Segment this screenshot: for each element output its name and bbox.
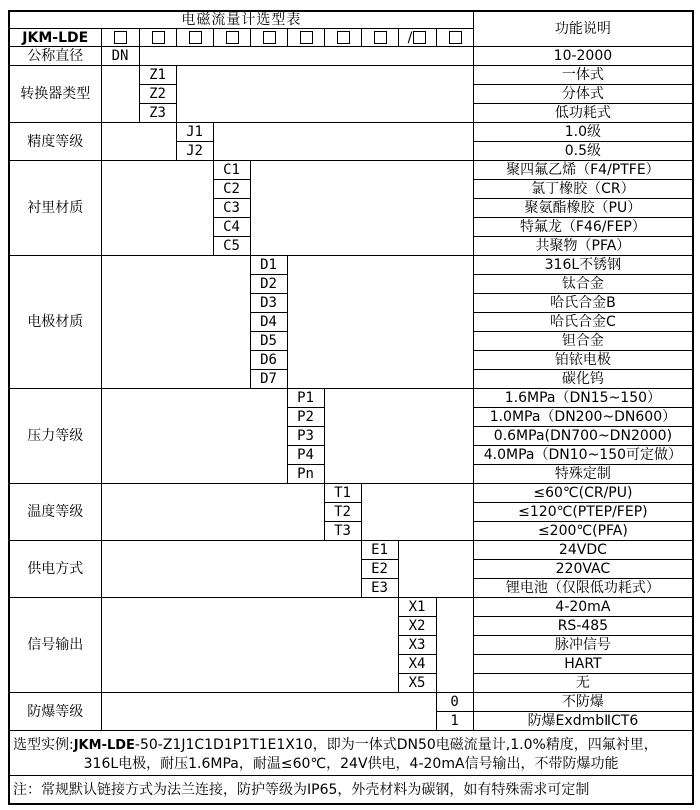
func-cell-E2: 220VAC — [473, 560, 693, 579]
code-cell-C2: C2 — [213, 180, 250, 199]
spacer-cell — [101, 256, 250, 389]
func-cell-C5: 共聚物（PFA） — [473, 237, 693, 256]
slash-text: / — [407, 29, 413, 46]
checkbox-icon — [189, 31, 202, 44]
spacer-cell — [213, 123, 473, 161]
func-cell-D7: 碳化钨 — [473, 370, 693, 389]
func-cell-D4: 哈氏合金C — [473, 313, 693, 332]
model-digit-cell — [324, 29, 361, 47]
example-line1 — [10, 735, 692, 754]
code-cell-X1: X1 — [398, 598, 436, 617]
example-model-code: JKM-LDE — [73, 737, 135, 753]
label-electrode-material: 电极材质 — [9, 256, 101, 389]
code-cell-J2: J2 — [176, 142, 213, 161]
code-cell-D2: D2 — [250, 275, 287, 294]
code-cell-C5: C5 — [213, 237, 250, 256]
label-power-supply: 供电方式 — [9, 541, 101, 598]
func-cell-0: 不防爆 — [473, 693, 693, 712]
func-cell-T1: ≤60℃(CR/PU) — [473, 484, 693, 503]
func-cell-C3: 聚氨酯橡胶（PU） — [473, 199, 693, 218]
code-cell-C4: C4 — [213, 218, 250, 237]
label-accuracy-class: 精度等级 — [9, 123, 101, 161]
code-cell-1: 1 — [436, 712, 473, 731]
code-cell-E2: E2 — [361, 560, 398, 579]
checkbox-icon — [263, 31, 276, 44]
label-converter-type: 转换器类型 — [9, 66, 101, 123]
model-digit-cell — [361, 29, 398, 47]
selection-table — [8, 10, 694, 805]
code-cell-X4: X4 — [398, 655, 436, 674]
func-cell-D6: 铂铱电极 — [473, 351, 693, 370]
code-cell-J1: J1 — [176, 123, 213, 142]
label-lining-material: 衬里材质 — [9, 161, 101, 256]
func-cell-Z3: 低功耗式 — [473, 104, 693, 123]
spacer-cell — [101, 693, 436, 731]
spacer-cell — [398, 541, 473, 598]
spacer-cell — [176, 66, 473, 123]
selection-example — [9, 731, 693, 776]
func-cell-C2: 氯丁橡胶（CR） — [473, 180, 693, 199]
code-cell-C3: C3 — [213, 199, 250, 218]
label-pressure-rating: 压力等级 — [9, 389, 101, 484]
code-cell-D4: D4 — [250, 313, 287, 332]
code-cell-T3: T3 — [324, 522, 361, 541]
code-cell-Z2: Z2 — [139, 85, 176, 104]
spacer-cell — [250, 161, 473, 256]
code-cell-D1: D1 — [250, 256, 287, 275]
code-cell-E3: E3 — [361, 579, 398, 598]
checkbox-icon — [152, 31, 165, 44]
model-digit-cell — [398, 29, 436, 47]
model-digit-cell — [250, 29, 287, 47]
spacer-cell — [101, 598, 398, 693]
note-text: 注：常规默认链接方式为法兰连接，防护等级为IP65，外壳材料为碳钢，如有特殊需求可定制 — [13, 781, 590, 798]
spacer-cell — [101, 484, 324, 541]
spacer-cell — [139, 47, 473, 66]
label-explosion-proof: 防爆等级 — [9, 693, 101, 731]
checkbox-icon — [449, 31, 462, 44]
code-cell-D6: D6 — [250, 351, 287, 370]
func-cell-D1: 316L不锈钢 — [473, 256, 693, 275]
func-cell-X5: 无 — [473, 674, 693, 693]
code-cell-DN: DN — [101, 47, 139, 66]
function-column-header: 功能说明 — [473, 11, 693, 47]
spacer-cell — [361, 484, 473, 541]
code-cell-X3: X3 — [398, 636, 436, 655]
func-cell-X1: 4-20mA — [473, 598, 693, 617]
checkbox-icon — [374, 31, 387, 44]
model-prefix: JKM-LDE — [9, 29, 101, 47]
code-cell-Z3: Z3 — [139, 104, 176, 123]
code-cell-Pn: Pn — [287, 465, 324, 484]
default-note — [9, 776, 693, 805]
spacer-cell — [324, 389, 473, 484]
func-cell-Pn: 特殊定制 — [473, 465, 693, 484]
code-cell-D7: D7 — [250, 370, 287, 389]
func-cell-T2: ≤120℃(PTEP/FEP) — [473, 503, 693, 522]
model-digit-cell — [436, 29, 473, 47]
code-cell-P4: P4 — [287, 446, 324, 465]
func-cell-DN: 10-2000 — [473, 47, 693, 66]
func-cell-C4: 特氟龙（F46/FEP） — [473, 218, 693, 237]
checkbox-icon — [300, 31, 313, 44]
table-title: 电磁流量计选型表 — [9, 11, 473, 29]
func-cell-Z1: 一体式 — [473, 66, 693, 85]
code-cell-P2: P2 — [287, 408, 324, 427]
code-cell-T1: T1 — [324, 484, 361, 503]
func-cell-P1: 1.6MPa（DN15~150） — [473, 389, 693, 408]
func-cell-J2: 0.5级 — [473, 142, 693, 161]
spacer-cell — [101, 389, 287, 484]
func-cell-X3: 脉冲信号 — [473, 636, 693, 655]
spacer-cell — [101, 161, 213, 256]
func-cell-X2: RS-485 — [473, 617, 693, 636]
spacer-cell — [101, 541, 361, 598]
func-cell-D3: 哈氏合金B — [473, 294, 693, 313]
example-line2: 316L电极，耐压1.6MPa，耐温≤60℃，24V供电，4-20mA信号输出，不带防爆功能 — [83, 755, 619, 772]
model-digit-cell — [101, 29, 139, 47]
func-cell-1: 防爆ExdmbⅡCT6 — [473, 712, 693, 731]
label-nominal-diameter: 公称直径 — [9, 47, 101, 66]
func-cell-Z2: 分体式 — [473, 85, 693, 104]
example-line1-rest: -50-Z1J1C1D1P1T1E1X10，即为一体式DN50电磁流量计,1.0%精度，四氟衬里， — [134, 736, 658, 753]
func-cell-D2: 钛合金 — [473, 275, 693, 294]
code-cell-P3: P3 — [287, 427, 324, 446]
checkbox-icon — [413, 31, 426, 44]
spacer-cell — [436, 598, 473, 693]
func-cell-T3: ≤200℃(PFA) — [473, 522, 693, 541]
func-cell-J1: 1.0级 — [473, 123, 693, 142]
code-cell-X2: X2 — [398, 617, 436, 636]
spacer-cell — [101, 66, 139, 123]
code-cell-T2: T2 — [324, 503, 361, 522]
code-cell-Z1: Z1 — [139, 66, 176, 85]
code-cell-D3: D3 — [250, 294, 287, 313]
func-cell-P3: 0.6MPa(DN700~DN2000) — [473, 427, 693, 446]
checkbox-icon — [337, 31, 350, 44]
model-digit-cell — [176, 29, 213, 47]
label-temperature-rating: 温度等级 — [9, 484, 101, 541]
func-cell-P2: 1.0MPa（DN200~DN600） — [473, 408, 693, 427]
model-digit-cell — [213, 29, 250, 47]
code-cell-X5: X5 — [398, 674, 436, 693]
func-cell-P4: 4.0MPa（DN10~150可定做） — [473, 446, 693, 465]
checkbox-icon — [114, 31, 127, 44]
model-digit-cell — [287, 29, 324, 47]
func-cell-D5: 钽合金 — [473, 332, 693, 351]
func-cell-C1: 聚四氟乙烯（F4/PTFE） — [473, 161, 693, 180]
spacer-cell — [101, 123, 176, 161]
model-digit-cell — [139, 29, 176, 47]
func-cell-X4: HART — [473, 655, 693, 674]
code-cell-0: 0 — [436, 693, 473, 712]
code-cell-D5: D5 — [250, 332, 287, 351]
checkbox-icon — [226, 31, 239, 44]
func-cell-E3: 锂电池（仅限低功耗式） — [473, 579, 693, 598]
func-cell-E1: 24VDC — [473, 541, 693, 560]
label-signal-output: 信号输出 — [9, 598, 101, 693]
code-cell-P1: P1 — [287, 389, 324, 408]
spacer-cell — [287, 256, 473, 389]
example-intro: 选型实例: — [13, 736, 74, 753]
code-cell-C1: C1 — [213, 161, 250, 180]
code-cell-E1: E1 — [361, 541, 398, 560]
